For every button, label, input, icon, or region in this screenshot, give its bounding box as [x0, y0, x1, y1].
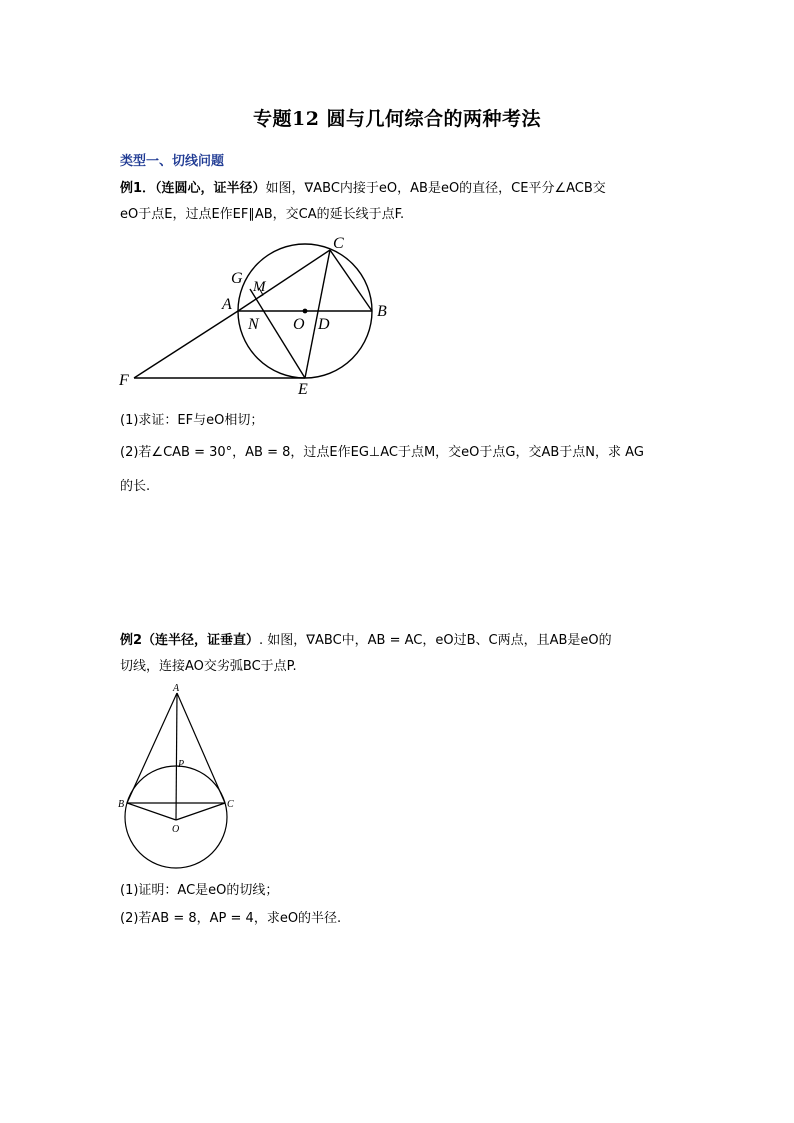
- example-2-lead: 例2（连半径，证垂直）: [120, 633, 260, 648]
- label-o: O: [293, 316, 305, 333]
- label-b: B: [377, 303, 387, 320]
- label-o-2: O: [172, 824, 180, 835]
- label-e: E: [298, 381, 308, 398]
- line-cb: [330, 250, 372, 311]
- example-2-question-1: (1)证明：AC是eO的切线；: [120, 883, 279, 898]
- example-2-text-line1: . 如图，∇ABC中，AB = AC，eO过B、C两点，且AB是eO的: [259, 633, 612, 648]
- label-g: G: [231, 270, 243, 287]
- label-a-2: A: [173, 683, 180, 694]
- example-1-text-line1: 如图，∇ABC内接于eO，AB是eO的直径，CE平分∠ACB交: [265, 181, 606, 196]
- center-dot: [303, 309, 308, 314]
- line-ab-2: [127, 693, 177, 803]
- line-co-2: [176, 803, 225, 820]
- line-ac-2: [177, 693, 225, 803]
- line-ge: [250, 289, 305, 378]
- example-2-figure: [115, 680, 240, 875]
- example-1-lead: 例1．（连圆心，证半径）: [120, 181, 266, 196]
- example-1-question-1: (1)求证：EF与eO相切；: [120, 413, 264, 428]
- label-f: F: [119, 372, 129, 389]
- example-1-question-2-end: 的长.: [120, 479, 151, 494]
- example-2-statement: [120, 628, 675, 680]
- example-1-statement: [120, 176, 675, 228]
- page-title: 专题12 圆与几何综合的两种考法: [252, 108, 542, 130]
- line-bo-2: [127, 803, 176, 820]
- section-heading: 类型一、切线问题: [120, 154, 225, 169]
- example-1-figure: [110, 228, 400, 398]
- label-a: A: [222, 296, 232, 313]
- line-ac: [238, 250, 330, 311]
- label-c: C: [333, 235, 344, 252]
- label-c-2: C: [227, 799, 234, 810]
- example-1-text-line2: eO于点E，过点E作EF∥AB，交CA的延长线于点F.: [120, 207, 405, 222]
- label-n: N: [248, 316, 259, 333]
- label-b-2: B: [118, 799, 125, 810]
- label-m: M: [253, 279, 266, 295]
- line-ce: [305, 250, 330, 378]
- line-fa: [134, 311, 238, 378]
- label-d: D: [318, 316, 330, 333]
- example-2-text-line2: 切线，连接AO交劣弧BC于点P.: [120, 659, 297, 674]
- label-p-2: P: [178, 759, 185, 770]
- example-2-question-2: (2)若AB = 8，AP = 4，求eO的半径.: [120, 911, 342, 926]
- line-ao-2: [176, 693, 177, 820]
- example-1-question-2: (2)若∠CAB = 30°，AB = 8，过点E作EG⊥AC于点M，交eO于点G，交AB于点N，求 AG: [120, 445, 644, 460]
